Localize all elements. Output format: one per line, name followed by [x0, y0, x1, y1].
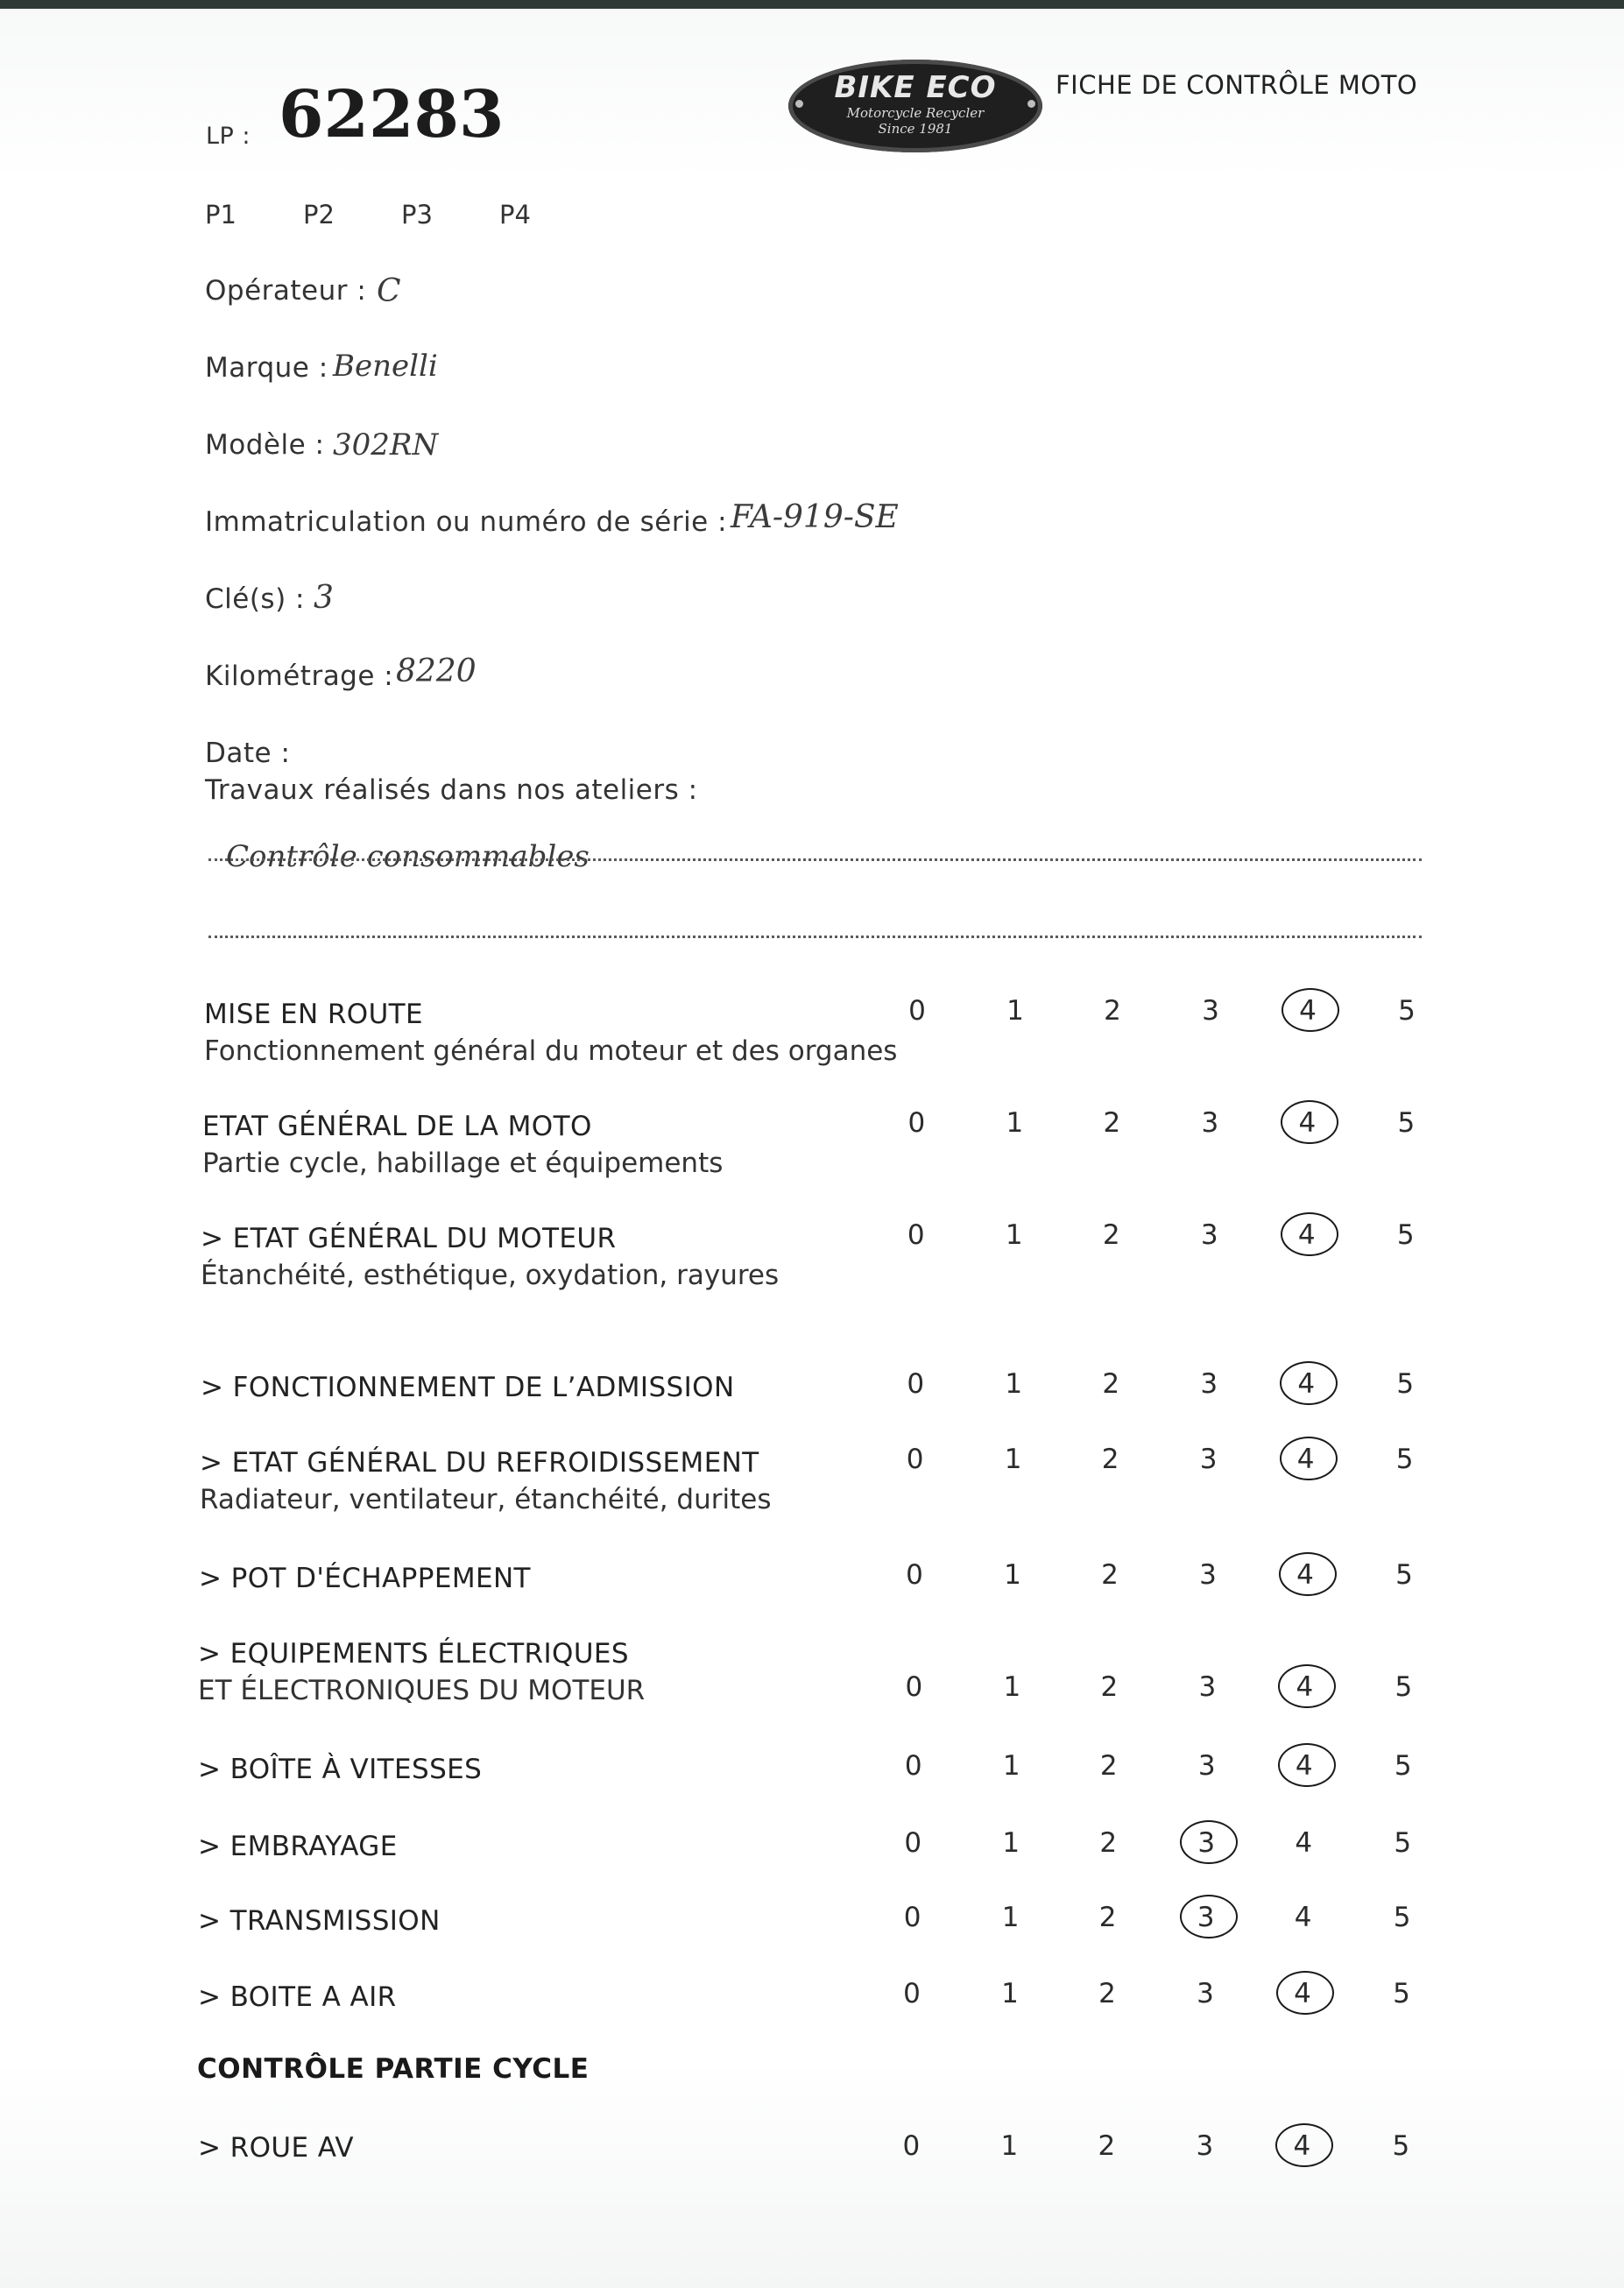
- score-option-11-4[interactable]: 4: [1275, 2130, 1328, 2162]
- row-title-11: > ROUE AV: [198, 2132, 354, 2164]
- marque-label: Marque :: [205, 352, 328, 384]
- score-option-7-0[interactable]: 0: [904, 1750, 922, 1782]
- score-option-4-3[interactable]: 3: [1199, 1444, 1218, 1475]
- travaux-line-1: [208, 858, 1422, 861]
- score-option-3-2[interactable]: 2: [1102, 1368, 1120, 1400]
- score-option-8-0[interactable]: 0: [904, 1827, 922, 1859]
- row-title-10: > BOITE A AIR: [198, 1981, 397, 2013]
- travaux-value: Contrôle consommables: [226, 839, 590, 874]
- score-option-8-1[interactable]: 1: [1002, 1827, 1020, 1859]
- score-option-6-5[interactable]: 5: [1395, 1671, 1413, 1703]
- row-title-0: MISE EN ROUTE: [204, 999, 423, 1030]
- bike-eco-logo: [788, 60, 1042, 152]
- score-option-6-4[interactable]: 4: [1278, 1671, 1331, 1703]
- immatriculation-value: FA-919-SE: [731, 499, 899, 535]
- score-option-3-3[interactable]: 3: [1200, 1368, 1218, 1400]
- row-subtitle-6: ET ÉLECTRONIQUES DU MOTEUR: [198, 1675, 646, 1706]
- row-title-9: > TRANSMISSION: [198, 1905, 441, 1937]
- row-title-3: > FONCTIONNEMENT DE L’ADMISSION: [201, 1372, 735, 1403]
- score-option-5-1[interactable]: 1: [1004, 1559, 1021, 1591]
- row-subtitle-2: Étanchéité, esthétique, oxydation, rayures: [201, 1260, 780, 1291]
- operateur-value: C: [377, 273, 401, 309]
- score-option-4-1[interactable]: 1: [1004, 1444, 1022, 1475]
- score-option-5-2[interactable]: 2: [1101, 1559, 1119, 1591]
- row-title-2: > ETAT GÉNÉRAL DU MOTEUR: [201, 1223, 617, 1254]
- score-option-10-5[interactable]: 5: [1393, 1978, 1410, 2009]
- modele-value: 302RN: [333, 427, 439, 463]
- score-option-1-0[interactable]: 0: [907, 1107, 926, 1139]
- score-option-6-0[interactable]: 0: [905, 1671, 923, 1703]
- score-option-9-3[interactable]: 3: [1180, 1902, 1232, 1933]
- score-option-9-5[interactable]: 5: [1393, 1902, 1411, 1933]
- score-option-0-4[interactable]: 4: [1282, 995, 1334, 1027]
- score-option-5-3[interactable]: 3: [1199, 1559, 1217, 1591]
- scan-edge: [0, 0, 1624, 9]
- score-option-0-3[interactable]: 3: [1202, 995, 1219, 1027]
- score-option-5-0[interactable]: 0: [906, 1559, 923, 1591]
- score-option-11-0[interactable]: 0: [902, 2130, 921, 2162]
- date-label: Date :: [205, 738, 291, 769]
- score-option-7-3[interactable]: 3: [1197, 1750, 1216, 1782]
- modele-label: Modèle :: [205, 429, 325, 461]
- row-title-6: > EQUIPEMENTS ÉLECTRIQUES: [198, 1638, 629, 1670]
- score-option-0-0[interactable]: 0: [908, 995, 926, 1027]
- page-title: FICHE DE CONTRÔLE MOTO: [1056, 70, 1418, 100]
- score-option-5-4[interactable]: 4: [1279, 1559, 1331, 1591]
- score-option-2-5[interactable]: 5: [1396, 1219, 1415, 1251]
- score-option-10-1[interactable]: 1: [1001, 1978, 1019, 2009]
- score-option-3-0[interactable]: 0: [907, 1368, 925, 1400]
- score-option-1-5[interactable]: 5: [1397, 1107, 1416, 1139]
- score-option-11-5[interactable]: 5: [1392, 2130, 1410, 2162]
- score-option-3-4[interactable]: 4: [1280, 1368, 1332, 1400]
- score-option-2-0[interactable]: 0: [907, 1219, 925, 1251]
- score-option-4-2[interactable]: 2: [1101, 1444, 1119, 1475]
- score-option-8-3[interactable]: 3: [1180, 1827, 1232, 1859]
- score-option-7-2[interactable]: 2: [1099, 1750, 1118, 1782]
- row-title-7: > BOÎTE À VITESSES: [198, 1754, 483, 1785]
- score-option-9-2[interactable]: 2: [1098, 1902, 1117, 1933]
- score-option-2-2[interactable]: 2: [1102, 1219, 1120, 1251]
- score-option-2-1[interactable]: 1: [1005, 1219, 1023, 1251]
- score-option-8-4[interactable]: 4: [1295, 1827, 1313, 1859]
- score-option-8-5[interactable]: 5: [1394, 1827, 1412, 1859]
- kilometrage-label: Kilométrage :: [205, 660, 394, 692]
- score-option-10-2[interactable]: 2: [1098, 1978, 1116, 2009]
- score-option-0-5[interactable]: 5: [1398, 995, 1416, 1027]
- score-option-3-5[interactable]: 5: [1396, 1368, 1415, 1400]
- score-option-1-4[interactable]: 4: [1281, 1107, 1333, 1139]
- logo-since: Since 1981: [878, 121, 953, 137]
- score-option-2-3[interactable]: 3: [1200, 1219, 1218, 1251]
- score-option-1-1[interactable]: 1: [1006, 1107, 1024, 1139]
- row-subtitle-1: Partie cycle, habillage et équipements: [202, 1148, 724, 1179]
- score-option-6-2[interactable]: 2: [1100, 1671, 1119, 1703]
- kilometrage-value: 8220: [396, 653, 477, 689]
- score-option-10-4[interactable]: 4: [1276, 1978, 1329, 2009]
- row-subtitle-0: Fonctionnement général du moteur et des organes: [204, 1035, 898, 1067]
- position-p1: P1: [205, 200, 237, 230]
- score-option-5-5[interactable]: 5: [1395, 1559, 1413, 1591]
- score-option-11-2[interactable]: 2: [1098, 2130, 1116, 2162]
- score-option-9-0[interactable]: 0: [903, 1902, 921, 1933]
- travaux-label: Travaux réalisés dans nos ateliers :: [205, 774, 698, 806]
- score-option-7-4[interactable]: 4: [1278, 1750, 1331, 1782]
- score-option-10-0[interactable]: 0: [903, 1978, 921, 2009]
- position-p4: P4: [499, 200, 531, 230]
- cles-value: 3: [314, 580, 334, 616]
- score-option-3-1[interactable]: 1: [1005, 1368, 1023, 1400]
- score-option-1-2[interactable]: 2: [1103, 1107, 1121, 1139]
- logo-tagline: Motorcycle Recycler: [846, 105, 985, 121]
- cles-label: Clé(s) :: [205, 583, 305, 615]
- score-option-4-4[interactable]: 4: [1280, 1444, 1332, 1475]
- position-p3: P3: [401, 200, 433, 230]
- score-option-4-5[interactable]: 5: [1395, 1444, 1414, 1475]
- score-option-8-2[interactable]: 2: [1099, 1827, 1118, 1859]
- score-option-6-3[interactable]: 3: [1198, 1671, 1217, 1703]
- score-option-0-1[interactable]: 1: [1006, 995, 1024, 1027]
- lp-label: LP :: [206, 123, 251, 150]
- row-title-1: ETAT GÉNÉRAL DE LA MOTO: [202, 1111, 592, 1142]
- logo-brand: BIKE ECO: [834, 70, 997, 105]
- marque-value: Benelli: [333, 349, 438, 384]
- travaux-line-2: [208, 936, 1422, 938]
- score-option-9-1[interactable]: 1: [1001, 1902, 1020, 1933]
- row-subtitle-4: Radiateur, ventilateur, étanchéité, durites: [200, 1484, 772, 1515]
- operateur-label: Opérateur :: [205, 275, 367, 307]
- score-option-7-5[interactable]: 5: [1394, 1750, 1412, 1782]
- score-option-10-3[interactable]: 3: [1197, 1978, 1214, 2009]
- immatriculation-label: Immatriculation ou numéro de série :: [205, 506, 728, 538]
- row-title-4: > ETAT GÉNÉRAL DU REFROIDISSEMENT: [200, 1447, 759, 1479]
- score-option-6-1[interactable]: 1: [1003, 1671, 1021, 1703]
- score-option-11-3[interactable]: 3: [1196, 2130, 1214, 2162]
- score-option-7-1[interactable]: 1: [1002, 1750, 1020, 1782]
- position-p2: P2: [303, 200, 335, 230]
- lp-value: 62283: [279, 77, 505, 152]
- score-option-1-3[interactable]: 3: [1201, 1107, 1219, 1139]
- section-title-partie-cycle: CONTRÔLE PARTIE CYCLE: [197, 2053, 590, 2085]
- row-title-8: > EMBRAYAGE: [198, 1831, 398, 1862]
- score-option-2-4[interactable]: 4: [1281, 1219, 1333, 1251]
- row-title-5: > POT D'ÉCHAPPEMENT: [199, 1563, 531, 1594]
- score-option-0-2[interactable]: 2: [1104, 995, 1121, 1027]
- score-option-11-1[interactable]: 1: [1000, 2130, 1019, 2162]
- score-option-9-4[interactable]: 4: [1294, 1902, 1312, 1933]
- score-option-4-0[interactable]: 0: [906, 1444, 924, 1475]
